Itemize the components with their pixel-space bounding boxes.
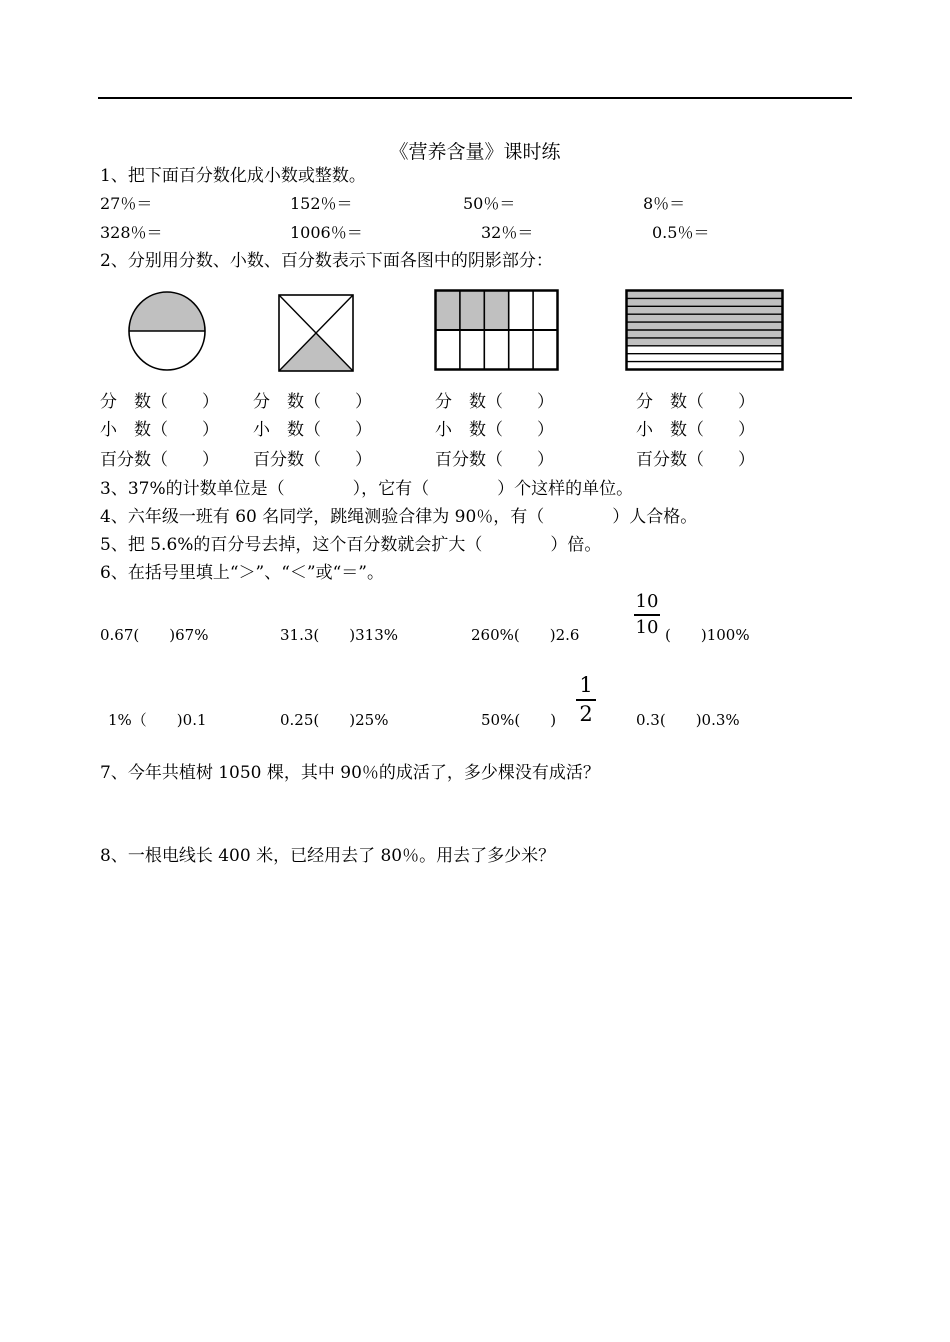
fraction-one-half: [576, 675, 596, 725]
decimal-answer-label: 小 数（ ）: [636, 420, 755, 440]
fraction-bar: [576, 699, 596, 701]
q1-item: 328％＝: [100, 223, 163, 242]
q1-item: 27％＝: [100, 194, 153, 213]
quarter-shaded-square-icon: [278, 294, 354, 372]
percent-answer-label: 百分数（ ）: [636, 450, 755, 470]
comparison-item: 31.3( )313%: [280, 626, 398, 644]
q6-prompt: 6、在括号里填上“＞”、“＜”或“＝”。: [100, 563, 384, 583]
decimal-answer-label: 小 数（ ）: [253, 420, 372, 440]
decimal-answer-label: 小 数（ ）: [435, 420, 554, 440]
percent-answer-label: 百分数（ ）: [100, 450, 219, 470]
comparison-item: 0.3( )0.3%: [636, 711, 740, 729]
comparison-item: 0.67( )67%: [100, 626, 209, 644]
fraction-answer-label: 分 数（ ）: [636, 392, 755, 412]
comparison-item: ( )100%: [665, 626, 750, 644]
q1-prompt: 1、把下面百分数化成小数或整数。: [100, 166, 366, 186]
q8-text: 8、一根电线长 400 米，已经用去了 80％。用去了多少米？: [100, 846, 556, 866]
fraction-denominator: 10: [635, 616, 659, 638]
q3-text: 3、37%的计数单位是（ ），它有（ ）个这样的单位。: [100, 479, 634, 499]
striped-rectangle-icon: [625, 289, 784, 371]
comparison-item: 0.25( )25%: [280, 711, 389, 729]
fraction-ten-tenths: [634, 593, 660, 637]
q1-item: 50％＝: [463, 194, 516, 213]
percent-answer-label: 百分数（ ）: [253, 450, 372, 470]
q5-text: 5、把 5.6%的百分号去掉，这个百分数就会扩大（ ）倍。: [100, 535, 602, 555]
percent-answer-label: 百分数（ ）: [435, 450, 554, 470]
q1-item: 1006％＝: [290, 223, 363, 242]
fraction-answer-label: 分 数（ ）: [253, 392, 372, 412]
q1-item: 152％＝: [290, 194, 353, 213]
q2-prompt: 2、分别用分数、小数、百分数表示下面各图中的阴影部分：: [100, 251, 553, 271]
q7-text: 7、今年共植树 1050 棵，其中 90％的成活了，多少棵没有成活？: [100, 763, 600, 783]
comparison-item: 50%( ): [481, 711, 557, 729]
page-title: 《营养含量》课时练: [389, 141, 561, 163]
q1-item: 0.5％＝: [652, 223, 710, 242]
fraction-bar: [634, 614, 660, 616]
decimal-answer-label: 小 数（ ）: [100, 420, 219, 440]
q4-text: 4、六年级一班有 60 名同学，跳绳测验合律为 90％，有（ ）人合格。: [100, 507, 698, 527]
header-rule: [98, 97, 852, 99]
q1-item: 8％＝: [643, 194, 686, 213]
comparison-item: 260%( )2.6: [471, 626, 580, 644]
comparison-item: 1%（ )0.1: [108, 711, 207, 729]
fraction-answer-label: 分 数（ ）: [100, 392, 219, 412]
fraction-denominator: 2: [579, 701, 593, 726]
fraction-numerator: 10: [635, 591, 659, 612]
half-shaded-circle-icon: [127, 290, 207, 372]
fraction-answer-label: 分 数（ ）: [435, 392, 554, 412]
q1-item: 32％＝: [481, 223, 534, 242]
fraction-numerator: 1: [579, 673, 593, 697]
grid-3-of-10-shaded-icon: [434, 289, 559, 371]
